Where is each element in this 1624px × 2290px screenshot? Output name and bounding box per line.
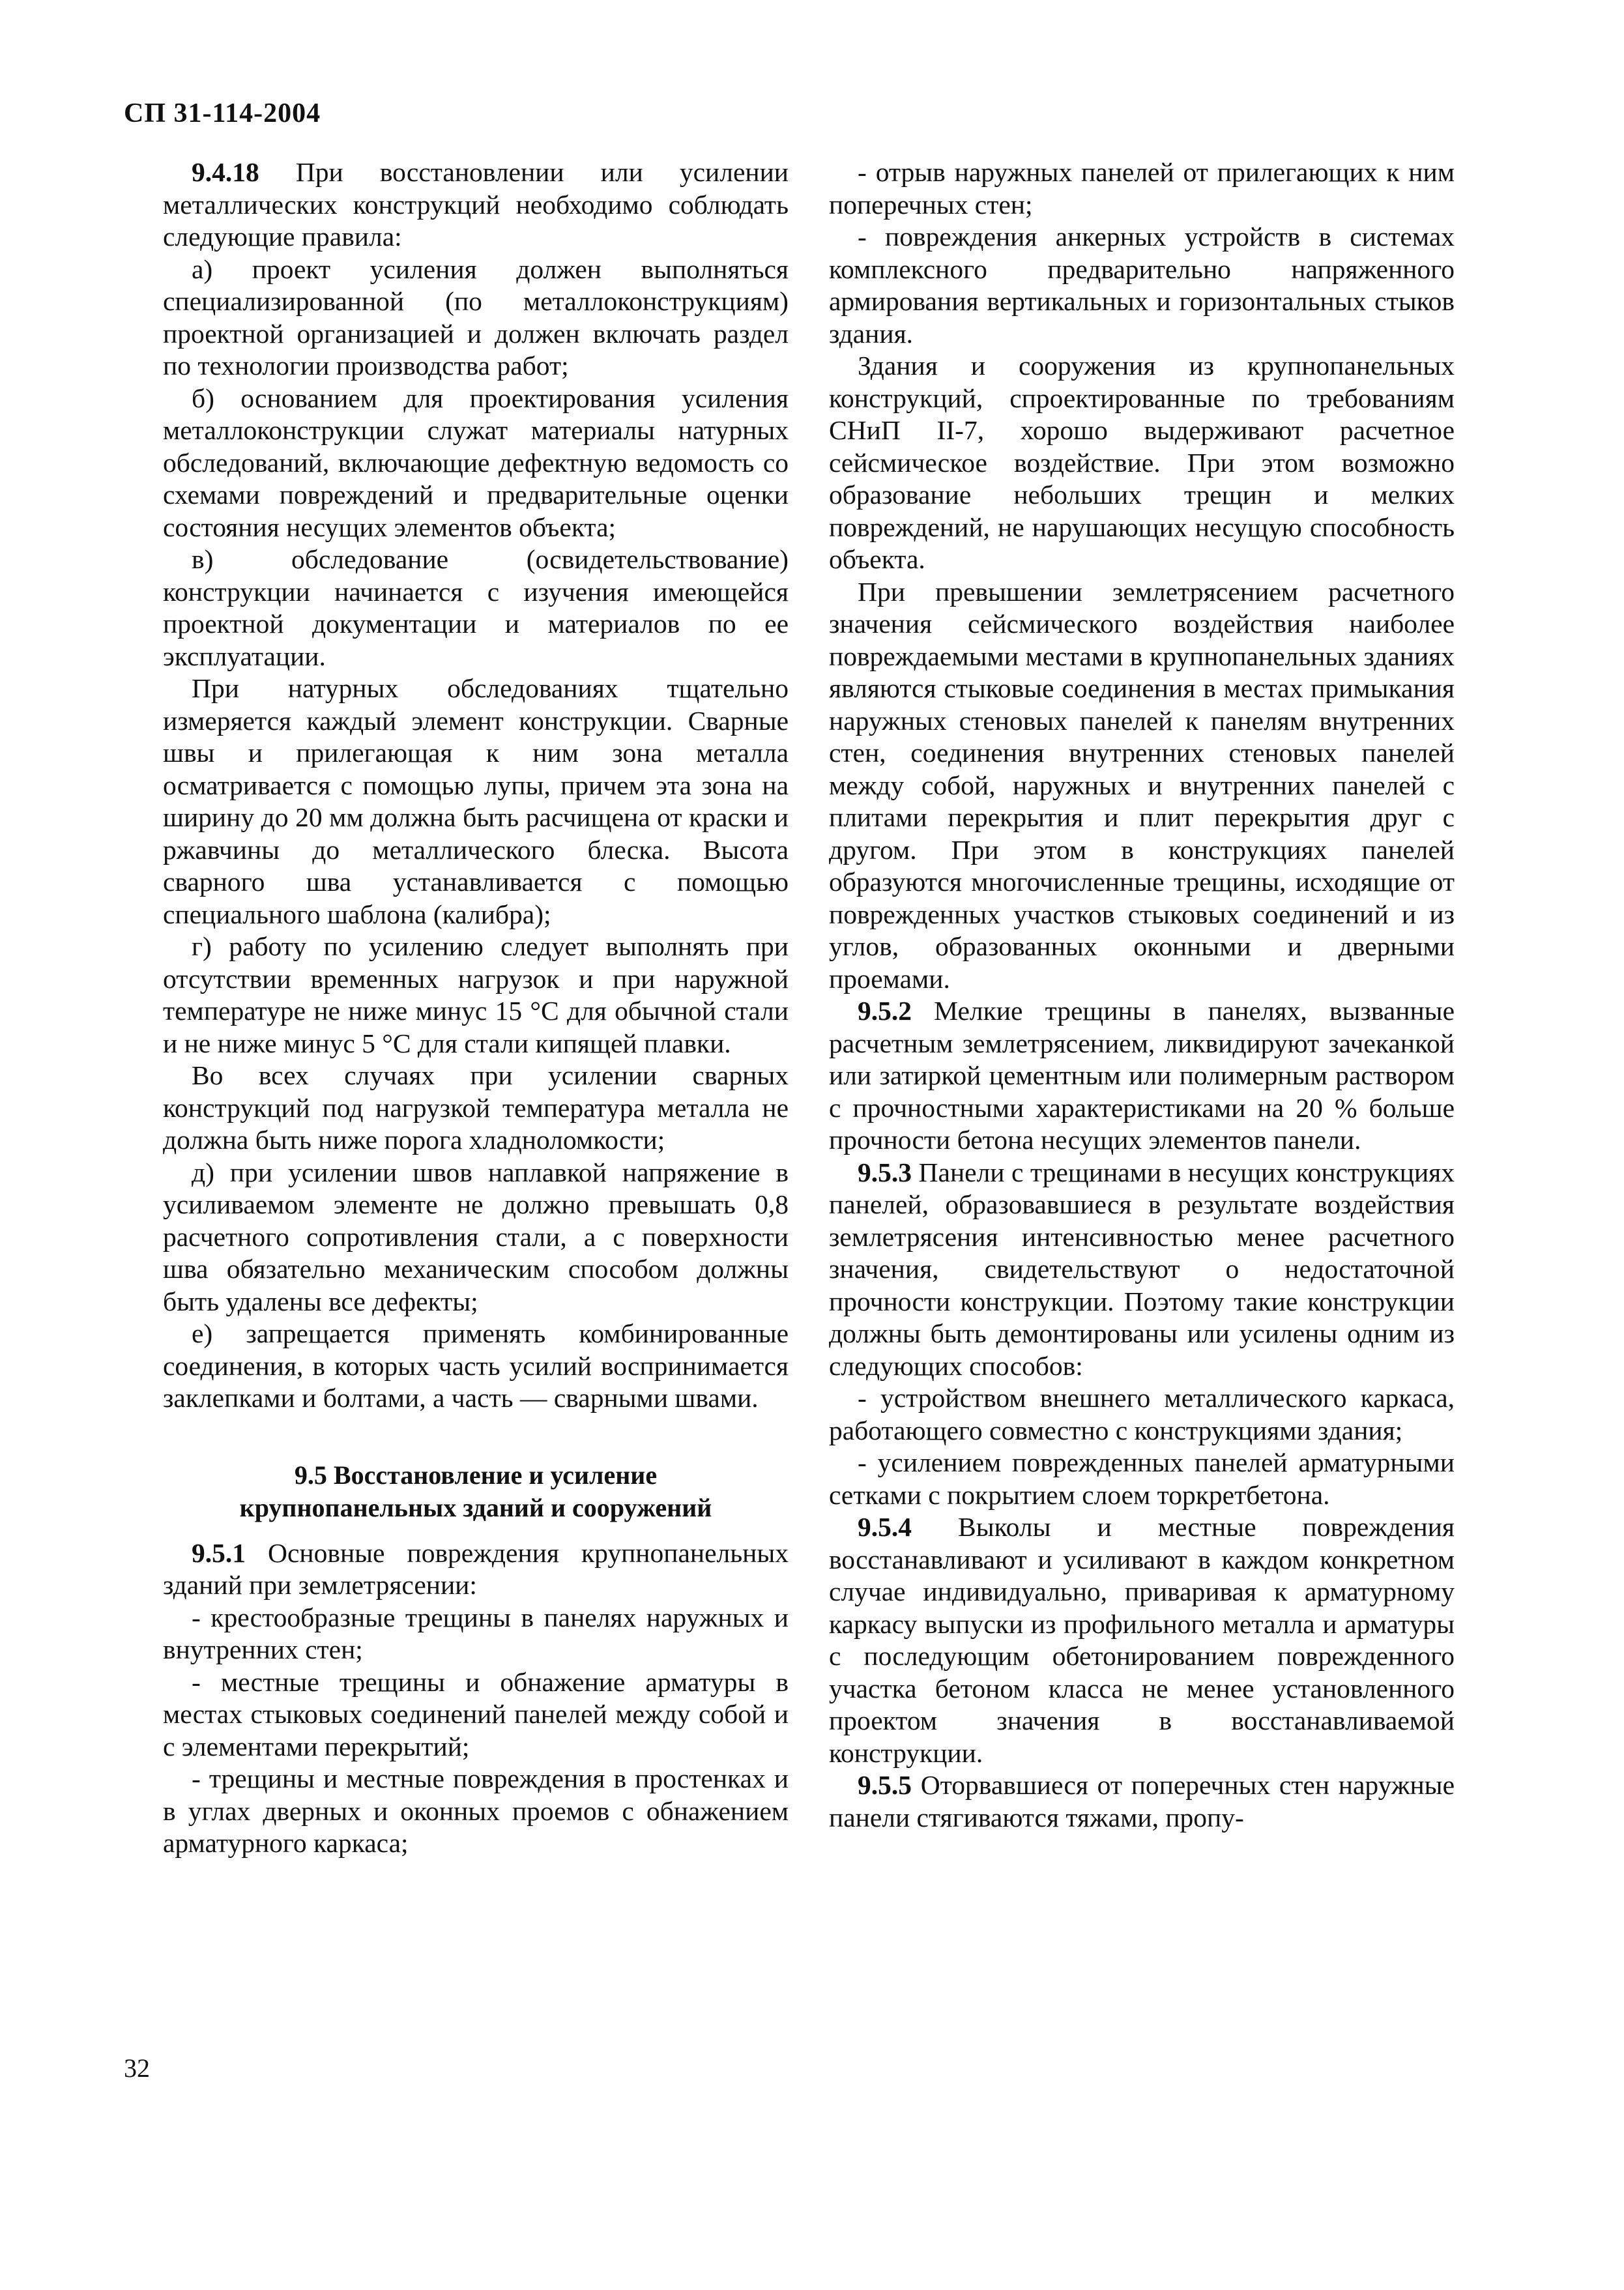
- list-item: - устройством внешнего металлического каркаса, работающего совместно с конструкциями здания;: [829, 1383, 1455, 1445]
- clause-number: 9.5.4: [858, 1512, 912, 1542]
- paragraph-9-5-3: [829, 1157, 1455, 1383]
- paragraph-large-panel-buildings: Здания и сооружения из крупнопанельных конструкций, спроектированные по требованиям СНиП II-7, хорошо выдерживают расчетное сейсмическое воздействие. При этом возможно образование небольших трещин и мелких повреждений, не нарушающих несущую способность объекта.: [829, 351, 1455, 574]
- list-item-d: д) при усилении швов наплавкой напряжение в усиливаемом элементе не должно превышать 0,8 расчетного сопротивления стали, а с поверхности шва обязательно механическим способом должны быть удалены все дефекты;: [163, 1157, 789, 1316]
- clause-text: При восстановлении или усилении металлических конструкций необходимо соблюдать следующие правила:: [163, 157, 789, 252]
- list-item: - отрыв наружных панелей от прилегающих к ним поперечных стен;: [829, 157, 1455, 220]
- paragraph-9-5-5: [829, 1769, 1455, 1834]
- list-item: - повреждения анкерных устройств в системах комплексного предварительно напряженного армирования вертикальных и горизонтальных стыков здания.: [829, 222, 1455, 349]
- list-item: - крестообразные трещины в панелях наружных и внутренних стен;: [163, 1602, 789, 1664]
- section-title-line-1: 9.5 Восстановление и усиление: [294, 1460, 658, 1490]
- section-title-9-5: [163, 1459, 789, 1524]
- list-item: - усилением поврежденных панелей арматурными сетками с покрытием слоем торкретбетона.: [829, 1447, 1455, 1510]
- list-item-a: а) проект усиления должен выполняться специализированной (по металлоконструкциям) проектной организацией и должен включать раздел по технологии производства работ;: [163, 254, 789, 381]
- left-column: [163, 156, 789, 1860]
- right-column: [829, 156, 1455, 1834]
- list-item-v: в) обследование (освидетельствование) конструкции начинается с изучения имеющейся проектной документации и материалов по ее эксплуатации.: [163, 544, 789, 671]
- clause-number: 9.5.3: [858, 1157, 912, 1187]
- list-item-b: б) основанием для проектирования усиления металлоконструкции служат материалы натурных обследований, включающие дефектную ведомость со схемами повреждений и предварительные оценки состояния несущих элементов объекта;: [163, 383, 789, 542]
- page-number: 32: [124, 2053, 150, 2083]
- clause-text: Основные повреждения крупнопанельных зданий при землетрясении:: [163, 1537, 789, 1600]
- clause-text: Выколы и местные повреждения восстанавливают и усиливают в каждом конкретном случае индивидуально, приваривая к арматурному каркасу выпуски из профильного металла и арматуры с последующим обетонированием поврежденного участка бетоном класса не менее установленного проектом значения в восстанавливаемой конструкции.: [829, 1512, 1455, 1768]
- clause-number: 9.5.1: [192, 1537, 246, 1568]
- clause-number: 9.5.2: [858, 996, 912, 1026]
- paragraph-inspection: При натурных обследованиях тщательно измеряется каждый элемент конструкции. Сварные швы и прилегающая к ним зона металла осматривается с помощью лупы, причем эта зона на ширину до 20 мм должна быть расчищена от краски и ржавчины до металлического блеска. Высота сварного шва устанавливается с помощью специального шаблона (калибра);: [163, 673, 789, 929]
- document-code-header: СП 31-114-2004: [124, 98, 321, 128]
- list-item: - местные трещины и обнажение арматуры в местах стыковых соединений панелей между собой и с элементами перекрытий;: [163, 1666, 789, 1761]
- section-title-line-2: крупнопанельных зданий и сооружений: [239, 1492, 712, 1522]
- paragraph-9-5-2: [829, 995, 1455, 1157]
- paragraph-welding-temperature: Во всех случаях при усилении сварных конструкций под нагрузкой температура металла не должна быть ниже порога хладноломкости;: [163, 1060, 789, 1155]
- paragraph-damage-locations: При превышении землетрясением расчетного значения сейсмического воздействия наиболее повреждаемыми местами в крупнопанельных зданиях являются стыковые соединения в местах примыкания наружных стеновых панелей к панелям внутренних стен, соединения внутренних стеновых панелей между собой, наружных и внутренних панелей с плитами перекрытия и плит перекрытия друг с другом. При этом в конструкциях панелей образуются многочисленные трещины, исходящие от поврежденных участков стыковых соединений и из углов, образованных оконными и дверными проемами.: [829, 576, 1455, 994]
- clause-number: 9.5.5: [858, 1770, 912, 1800]
- list-item: - трещины и местные повреждения в простенках и в углах дверных и оконных проемов с обнажением арматурного каркаса;: [163, 1763, 789, 1858]
- clause-number: 9.4.18: [192, 157, 259, 187]
- paragraph-9-5-1: [163, 1537, 789, 1602]
- clause-text: Оторвавшиеся от поперечных стен наружные панели стягиваются тяжами, пропу-: [829, 1770, 1455, 1833]
- clause-text: Мелкие трещины в панелях, вызванные расчетным землетрясением, ликвидируют зачеканкой или затиркой цементным или полимерным раствором с прочностными характеристиками на 20 % больше прочности бетона несущих элементов панели.: [829, 996, 1455, 1155]
- list-item-g: г) работу по усилению следует выполнять при отсутствии временных нагрузок и при наружной температуре не ниже минус 15 °С для обычной стали и не ниже минус 5 °С для стали кипящей плавки.: [163, 931, 789, 1058]
- paragraph-9-5-4: [829, 1511, 1455, 1769]
- paragraph-9-4-18: [163, 156, 789, 254]
- list-item-e: е) запрещается применять комбинированные соединения, в которых часть усилий воспринимается заклепками и болтами, а часть — сварными швами.: [163, 1318, 789, 1413]
- clause-text: Панели с трещинами в несущих конструкциях панелей, образовавшиеся в результате воздействия землетрясения интенсивностью менее расчетного значения, свидетельствуют о недостаточной прочности конструкции. Поэтому такие конструкции должны быть демонтированы или усилены одним из следующих способов:: [829, 1157, 1455, 1381]
